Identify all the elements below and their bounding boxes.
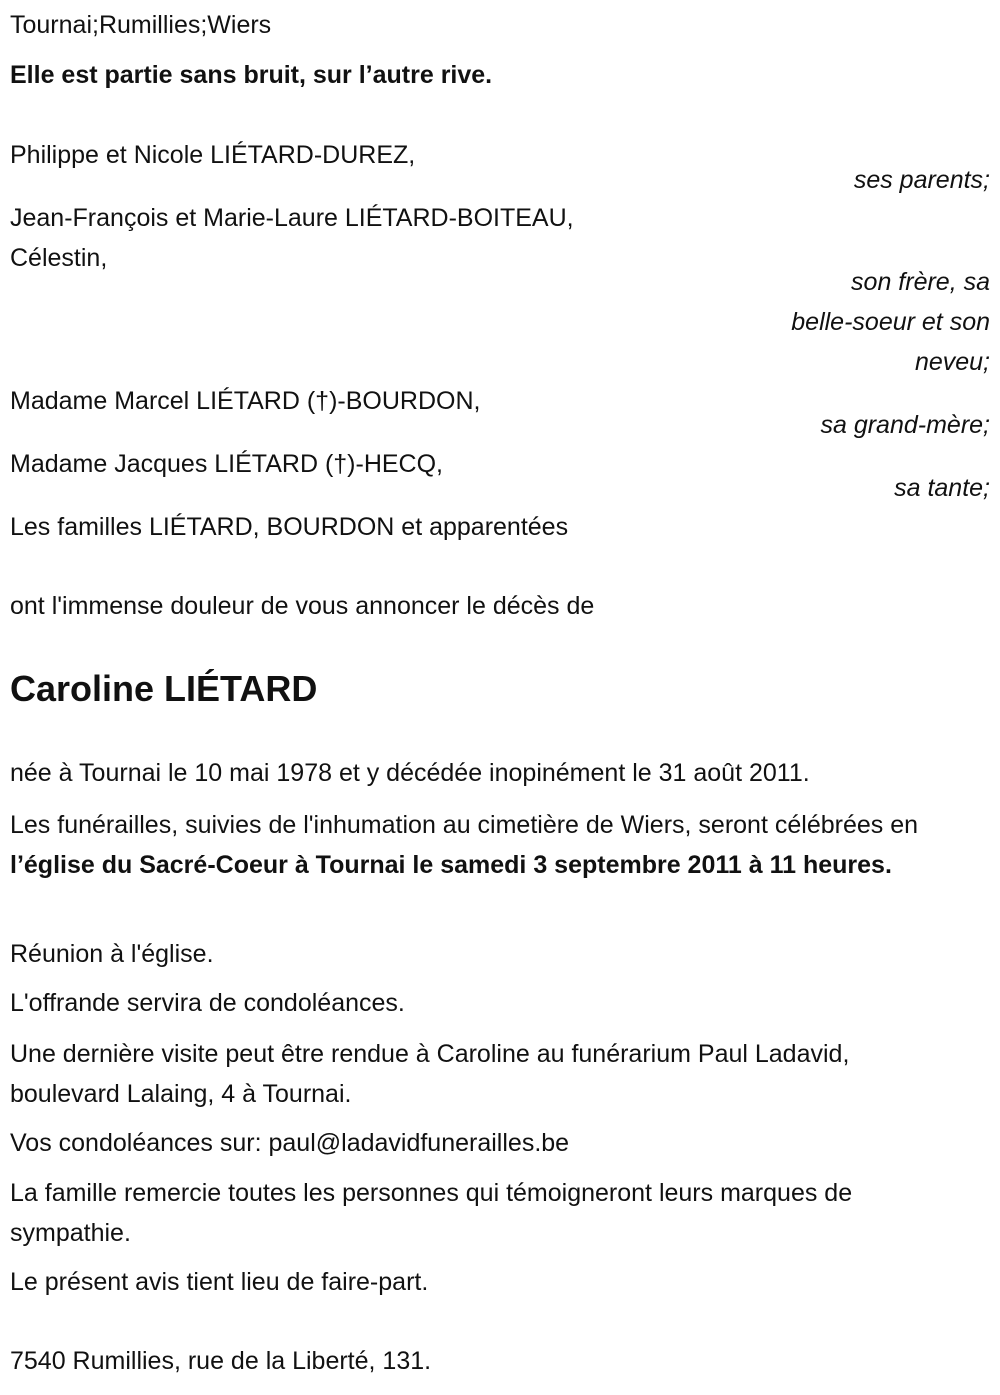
funeral-text: Les funérailles, suivies de l'inhumation au cimetière de Wiers, seront célébrées en — [10, 811, 919, 839]
family-relation: sa grand-mère; — [820, 411, 990, 439]
funeral-info — [10, 805, 980, 885]
family-names: Madame Jacques LIÉTARD (†)-HECQ, — [10, 450, 443, 478]
places: Tournai;Rumillies;Wiers — [10, 11, 272, 39]
address: 7540 Rumillies, rue de la Liberté, 131. — [10, 1347, 432, 1375]
family-relation: belle-soeur et son — [791, 308, 990, 336]
deceased-name: Caroline LIÉTARD — [10, 668, 318, 709]
thanks: La famille remercie toutes les personnes qui témoigneront leurs marques de sympathie. — [10, 1179, 853, 1247]
family-names: Célestin, — [10, 244, 108, 272]
family-relation: son frère, sa — [851, 268, 990, 296]
family-relation: sa tante; — [894, 474, 990, 502]
offering: L'offrande servira de condoléances. — [10, 989, 405, 1017]
epigraph: Elle est partie sans bruit, sur l’autre rive. — [10, 61, 493, 89]
birth-death: née à Tournai le 10 mai 1978 et y décédée inopinément le 31 août 2011. — [10, 759, 810, 787]
family-names: Madame Marcel LIÉTARD (†)-BOURDON, — [10, 387, 481, 415]
meeting: Réunion à l'église. — [10, 940, 214, 968]
family-relation: neveu; — [914, 348, 990, 376]
family-names: Philippe et Nicole LIÉTARD-DUREZ, — [10, 141, 416, 169]
family-names: Jean-François et Marie-Laure LIÉTARD-BOITEAU, — [10, 204, 574, 232]
family-relation: ses parents; — [853, 166, 990, 194]
condolences: Vos condoléances sur: paul@ladavidfunerailles.be — [10, 1129, 570, 1157]
visit: Une dernière visite peut être rendue à Caroline au funérarium Paul Ladavid, boulevard Lalaing, 4 à Tournai. — [10, 1040, 850, 1108]
family-names: Les familles LIÉTARD, BOURDON et apparentées — [10, 513, 569, 541]
notice: Le présent avis tient lieu de faire-part. — [10, 1268, 429, 1296]
funeral-details: l’église du Sacré-Coeur à Tournai le samedi 3 septembre 2011 à 11 heures. — [10, 851, 892, 879]
announcement: ont l'immense douleur de vous annoncer le décès de — [10, 592, 595, 620]
